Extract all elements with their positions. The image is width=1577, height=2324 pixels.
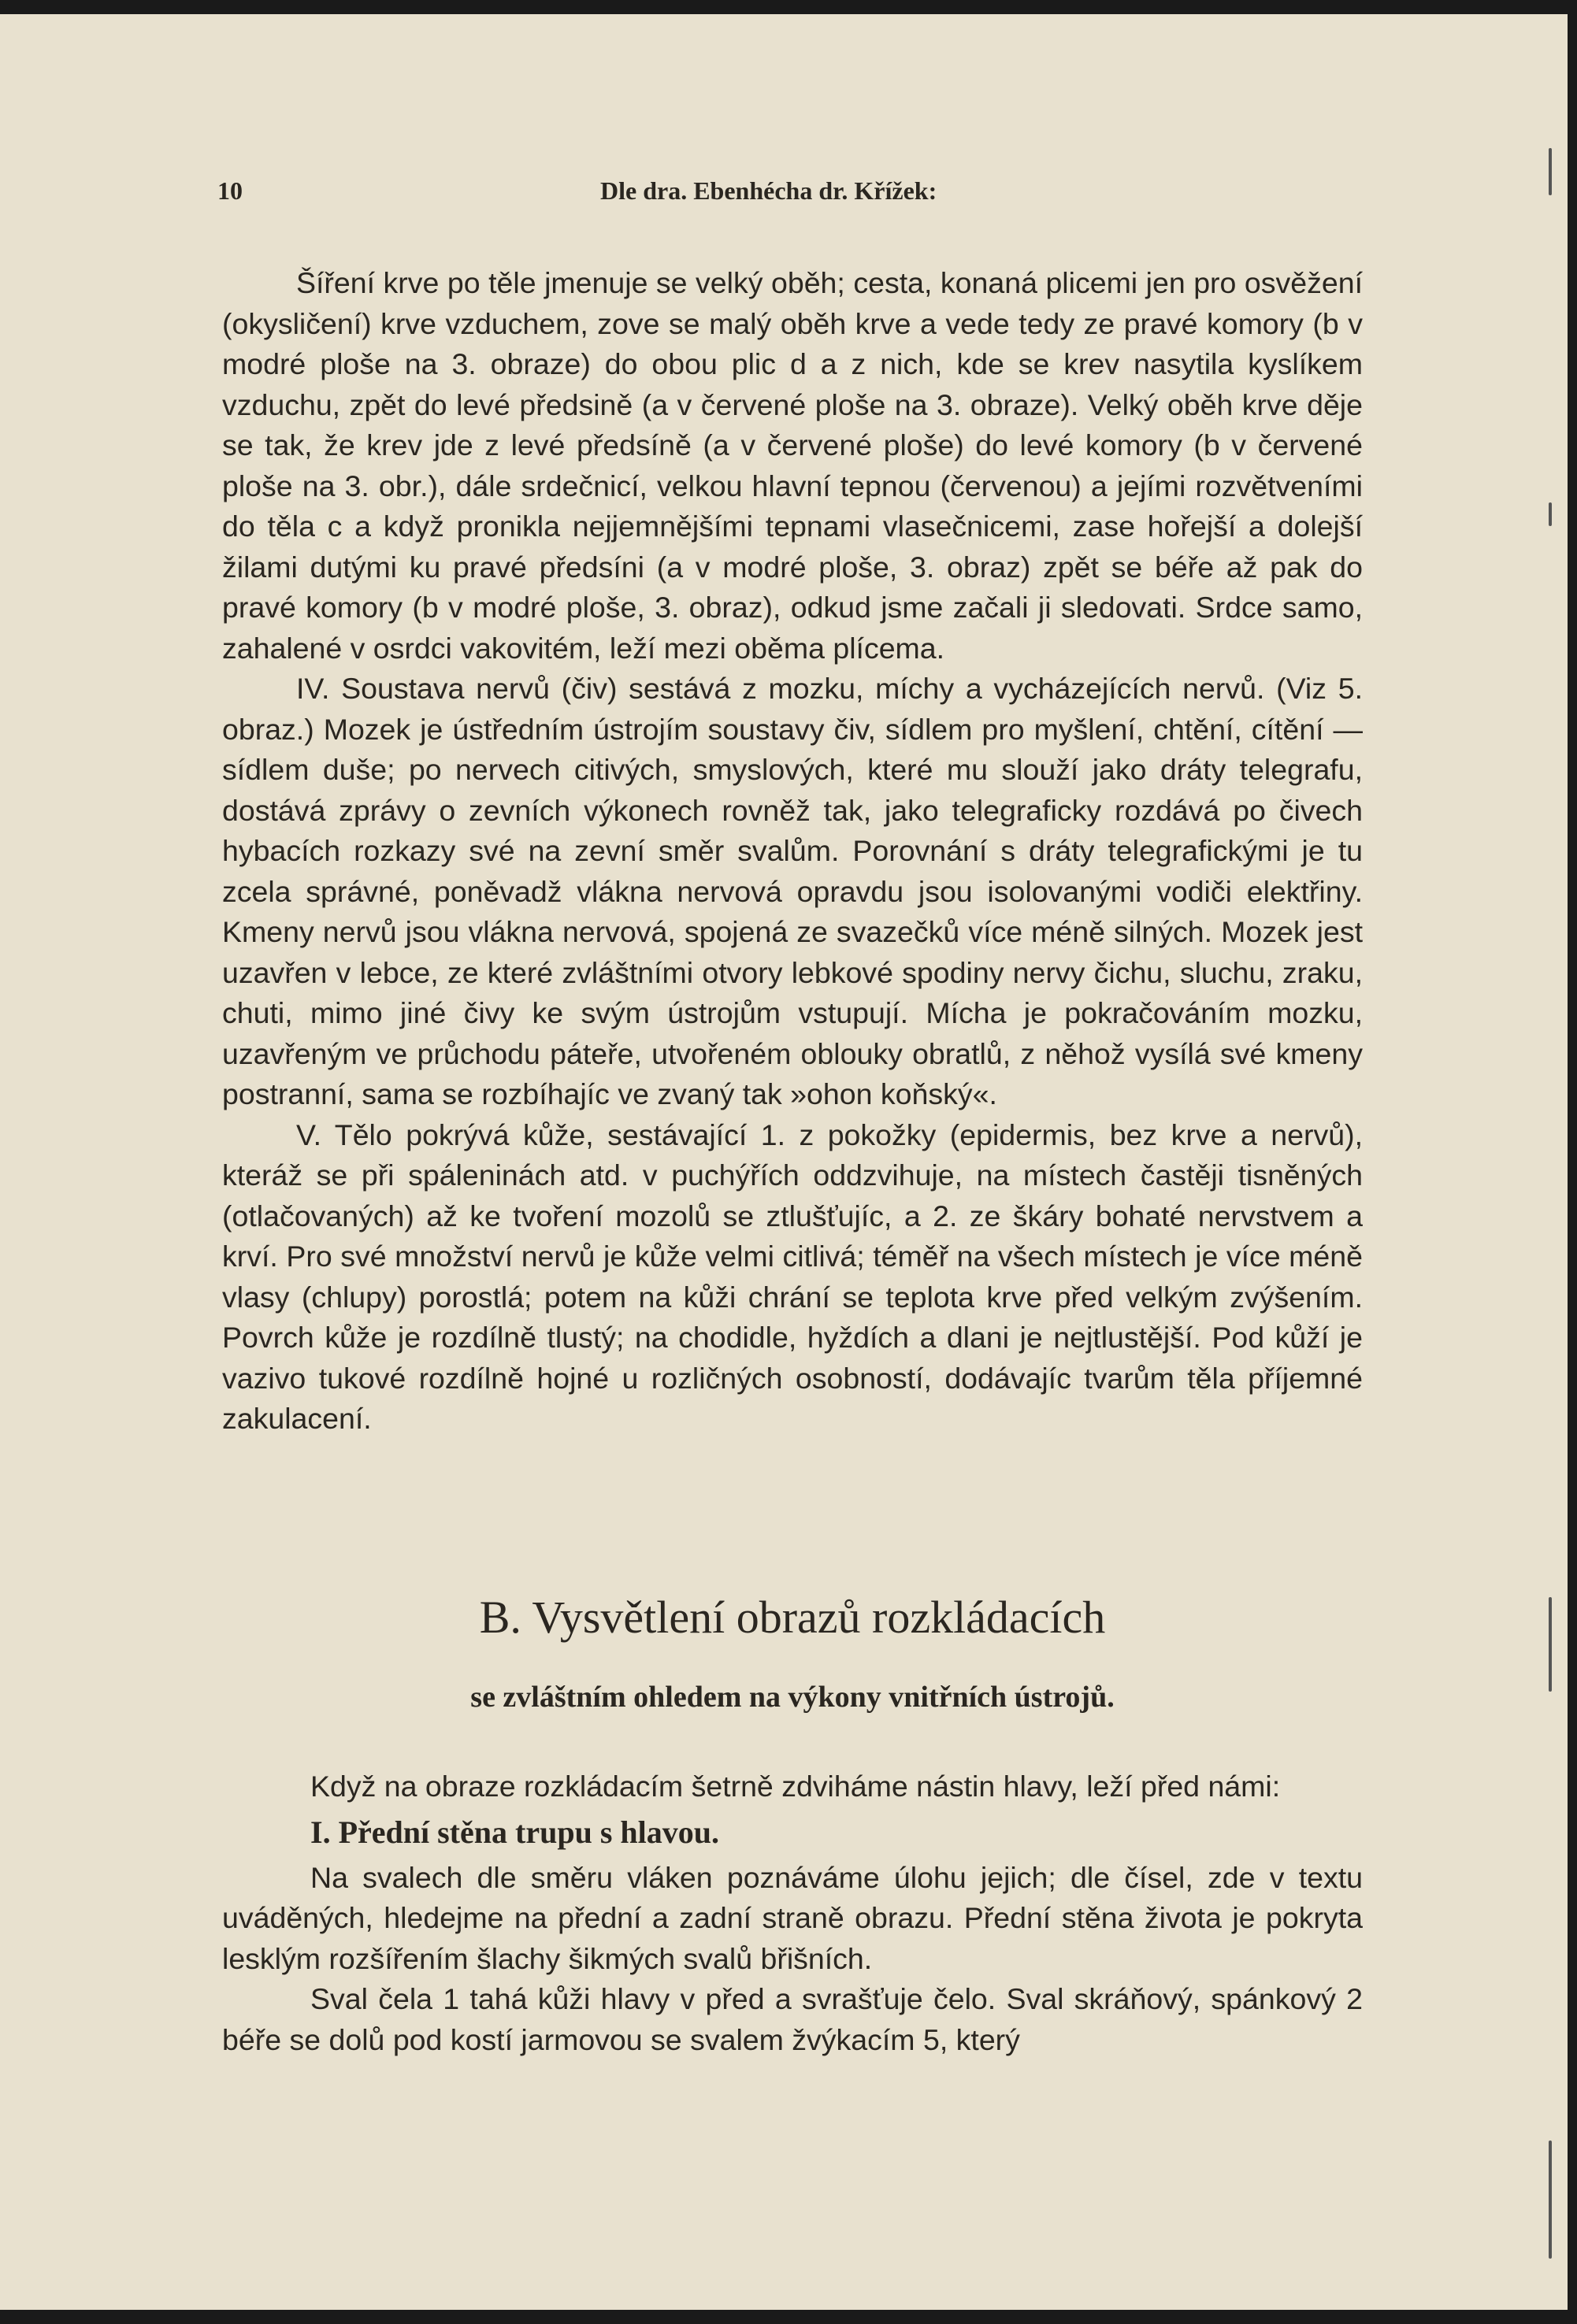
main-text (222, 263, 1363, 1440)
document-page (0, 14, 1568, 2310)
paragraph-skin: V. Tělo pokrývá kůže, sestávající 1. z pokožky (epidermis, bez krve a nervů), kteráž se při spáleninách atd. v puchýřích oddzvihuje, na místech častěji tisněných (otlačovaných) až ke tvoření mozolů se ztlušťujíc, a 2. ze škáry bohaté nervstvem a krví. Pro své množství nervů je kůže velmi citlivá; téměř na všech místech je více méně vlasy (chlupy) porostlá; potem na kůži chrání se teplota krve před velkým zvýšením. Povrch kůže je rozdílně tlustý; na chodidle, hyždích a dlani je nejtlustější. Pod kůží je vazivo tukové rozdílně hojné u rozličných osobností, dodávajíc tvarům těla příjemné zakulacení. (222, 1118, 1363, 1435)
section-subtitle: se zvláštním ohledem na výkony vnitřních ústrojů. (470, 1681, 1115, 1714)
section-b-text (222, 1766, 1363, 2060)
section-intro: Když na obraze rozkládacím šetrně zdviháme nástin hlavy, leží před námi: (310, 1770, 1281, 1803)
page-header (217, 176, 1367, 224)
section-title: B. Vysvětlení obrazů rozkládacích (479, 1592, 1106, 1643)
paragraph-forehead: Sval čela 1 tahá kůži hlavy v před a svrašťuje čelo. Sval skráňový, spánkový 2 béře se dolů pod kostí jarmovou se svalem žvýkacím 5, který (222, 1982, 1363, 2056)
subsection-heading: I. Přední stěna trupu s hlavou. (310, 1814, 719, 1850)
paragraph-muscles: Na svalech dle směru vláken poznáváme úlohu jejich; dle čísel, zde v textu uváděných, hledejme na přední a zadní straně obrazu. Přední stěna života je pokryta lesklým rozšířením šlachy šikmých svalů břišních. (222, 1860, 1363, 1975)
running-head: Dle drа. Ebenhécha dr. Křížek: (600, 176, 937, 205)
page-number: 10 (217, 176, 243, 205)
paragraph-nervous-system: IV. Soustava nervů (čiv) sestává z mozku, míchy a vycházejících nervů. (Viz 5. obraz.) Mozek je ústředním ústrojím soustavy čiv, sídlem pro myšlení, chtění, cítění — sídlem duše; po nervech citivých, smyslových, které mu slouží jako dráty telegrafu, dostává zprávy o zevních výkonech rovněž tak, jako telegraficky rozdává po čivech hybacích rozkazy své na zevní směr svalům. Porovnání s dráty telegrafickými je tu zcela správné, poněvadž vlákna nervová opravdu jsou isolovanými vodiči elektřiny. Kmeny nervů jsou vlákna nervová, spojená ze svazečků více méně silných. Mozek jest uzavřen v lebce, ze které zvláštními otvory lebkové spodiny nervy čichu, sluchu, zraku, chuti, mimo jiné čivy ke svým ústrojům vstupují. Mícha je pokračováním mozku, uzavřeným ve průchodu páteře, utvořeném oblouky obratlů, z něhož vysílá své kmeny postranní, sama se rozbíhajíc ve zvaný tak »ohon koňský«. (222, 672, 1363, 1110)
page-edge (1549, 14, 1563, 2310)
paragraph-circulation: Šíření krve po těle jmenuje se velký oběh; cesta, konaná plicemi jen pro osvěžení (okysličení) krve vzduchem, zove se malý oběh krve a vede tedy ze pravé komory (b v modré ploše na 3. obraze) do obou plic d a z nich, kde se krev nasytila kyslíkem vzduchu, zpět do levé předsině (a v červené ploše na 3. obraze). Velký oběh krve děje se tak, že krev jde z levé předsíně (a v červené ploše) do levé komory (b v červené ploše na 3. obr.), dále srdečnicí, velkou hlavní tepnou (červenou) a jejími rozvětveními do těla c a když pronikla nejjemnějšími tepnami vlasečnicemi, zase hořejší a dolejší žilami dutými ku pravé předsíni (a v modré ploše, 3. obraz) zpět se béře až pak do pravé komory (b v modré ploše, 3. obraz), odkud jsme začali ji sledovati. Srdce samo, zahalené v osrdci vakovitém, leží mezi oběma plícema. (222, 266, 1363, 665)
